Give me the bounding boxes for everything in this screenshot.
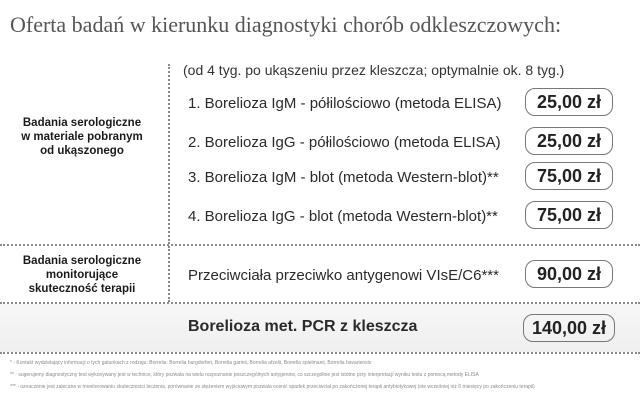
test-row-3: 3. Borelioza IgM - blot (metoda Western-blot)** bbox=[188, 169, 499, 186]
price-badge-3: 75,00 zł bbox=[525, 162, 613, 190]
page-title: Oferta badań w kierunku diagnostyki chorób odkleszczowych: bbox=[10, 12, 562, 37]
group-label-serology bbox=[2, 116, 162, 158]
vertical-divider bbox=[168, 64, 170, 244]
subtitle-note: (od 4 tyg. po ukąszeniu przez kleszcza; optymalnie ok. 8 tyg.) bbox=[183, 62, 565, 78]
group-label-line: od ukąszonego bbox=[40, 145, 124, 157]
pcr-price-badge: 140,00 zł bbox=[523, 314, 615, 342]
pcr-test-row: Borelioza met. PCR z kleszcza bbox=[188, 318, 418, 335]
group-label-line: monitorujące bbox=[45, 269, 119, 281]
footnote-2: ** - sugerujemy diagnostyczny test wykonywany jest w technice, który pozwala na wielu rozpoznanie poszczególnych antygenów, co szczególnie jest istotne przy interpretacji wyniku testu z pomocą metody ELISA bbox=[10, 372, 479, 378]
price-badge-4: 75,00 zł bbox=[525, 201, 613, 229]
group-label-line: w materiale pobranym bbox=[21, 131, 143, 143]
test-row-4: 4. Borelioza IgG - blot (metoda Western-blot)** bbox=[188, 208, 498, 225]
group-label-line: Badania serologiczne bbox=[22, 117, 142, 129]
footnote-3: *** - oznaczenie jest zalecane w monitorowaniu skuteczności leczenia, porównanie ze stężeniem wyjściowym pozwala ocenić spadek przeciwciał po zakończonej terapii antybiotykowej (nie wcześniej niż 6 miesięcy po zakończeniu terapii) bbox=[10, 384, 535, 390]
footnote-1: * - Kontakt wydzielający informacji o tych gatunkach z rodzaju: Borrelia: Borrelia burgdorferi, Borrelia garinii, Borrelia afzelii, Borrelia spielmanii, Borrelia bavariensis bbox=[10, 360, 372, 366]
group-label-line: Badania serologiczne bbox=[22, 255, 142, 267]
vertical-divider-2 bbox=[168, 246, 170, 302]
price-badge-2: 25,00 zł bbox=[525, 127, 613, 155]
test-row-1: 1. Borelioza IgM - półilościowo (metoda ELISA) bbox=[188, 95, 502, 112]
section-divider bbox=[0, 244, 640, 246]
monitoring-price-badge: 90,00 zł bbox=[525, 260, 613, 288]
group-label-line: skuteczność terapii bbox=[28, 283, 136, 295]
group-label-monitoring bbox=[2, 254, 162, 296]
test-row-2: 2. Borelioza IgG - półilościowo (metoda ELISA) bbox=[188, 134, 501, 151]
monitoring-test-row: Przeciwciała przeciwko antygenowi VIsE/C6*** bbox=[188, 267, 499, 284]
footnotes-divider bbox=[0, 352, 640, 354]
price-badge-1: 25,00 zł bbox=[525, 88, 613, 116]
